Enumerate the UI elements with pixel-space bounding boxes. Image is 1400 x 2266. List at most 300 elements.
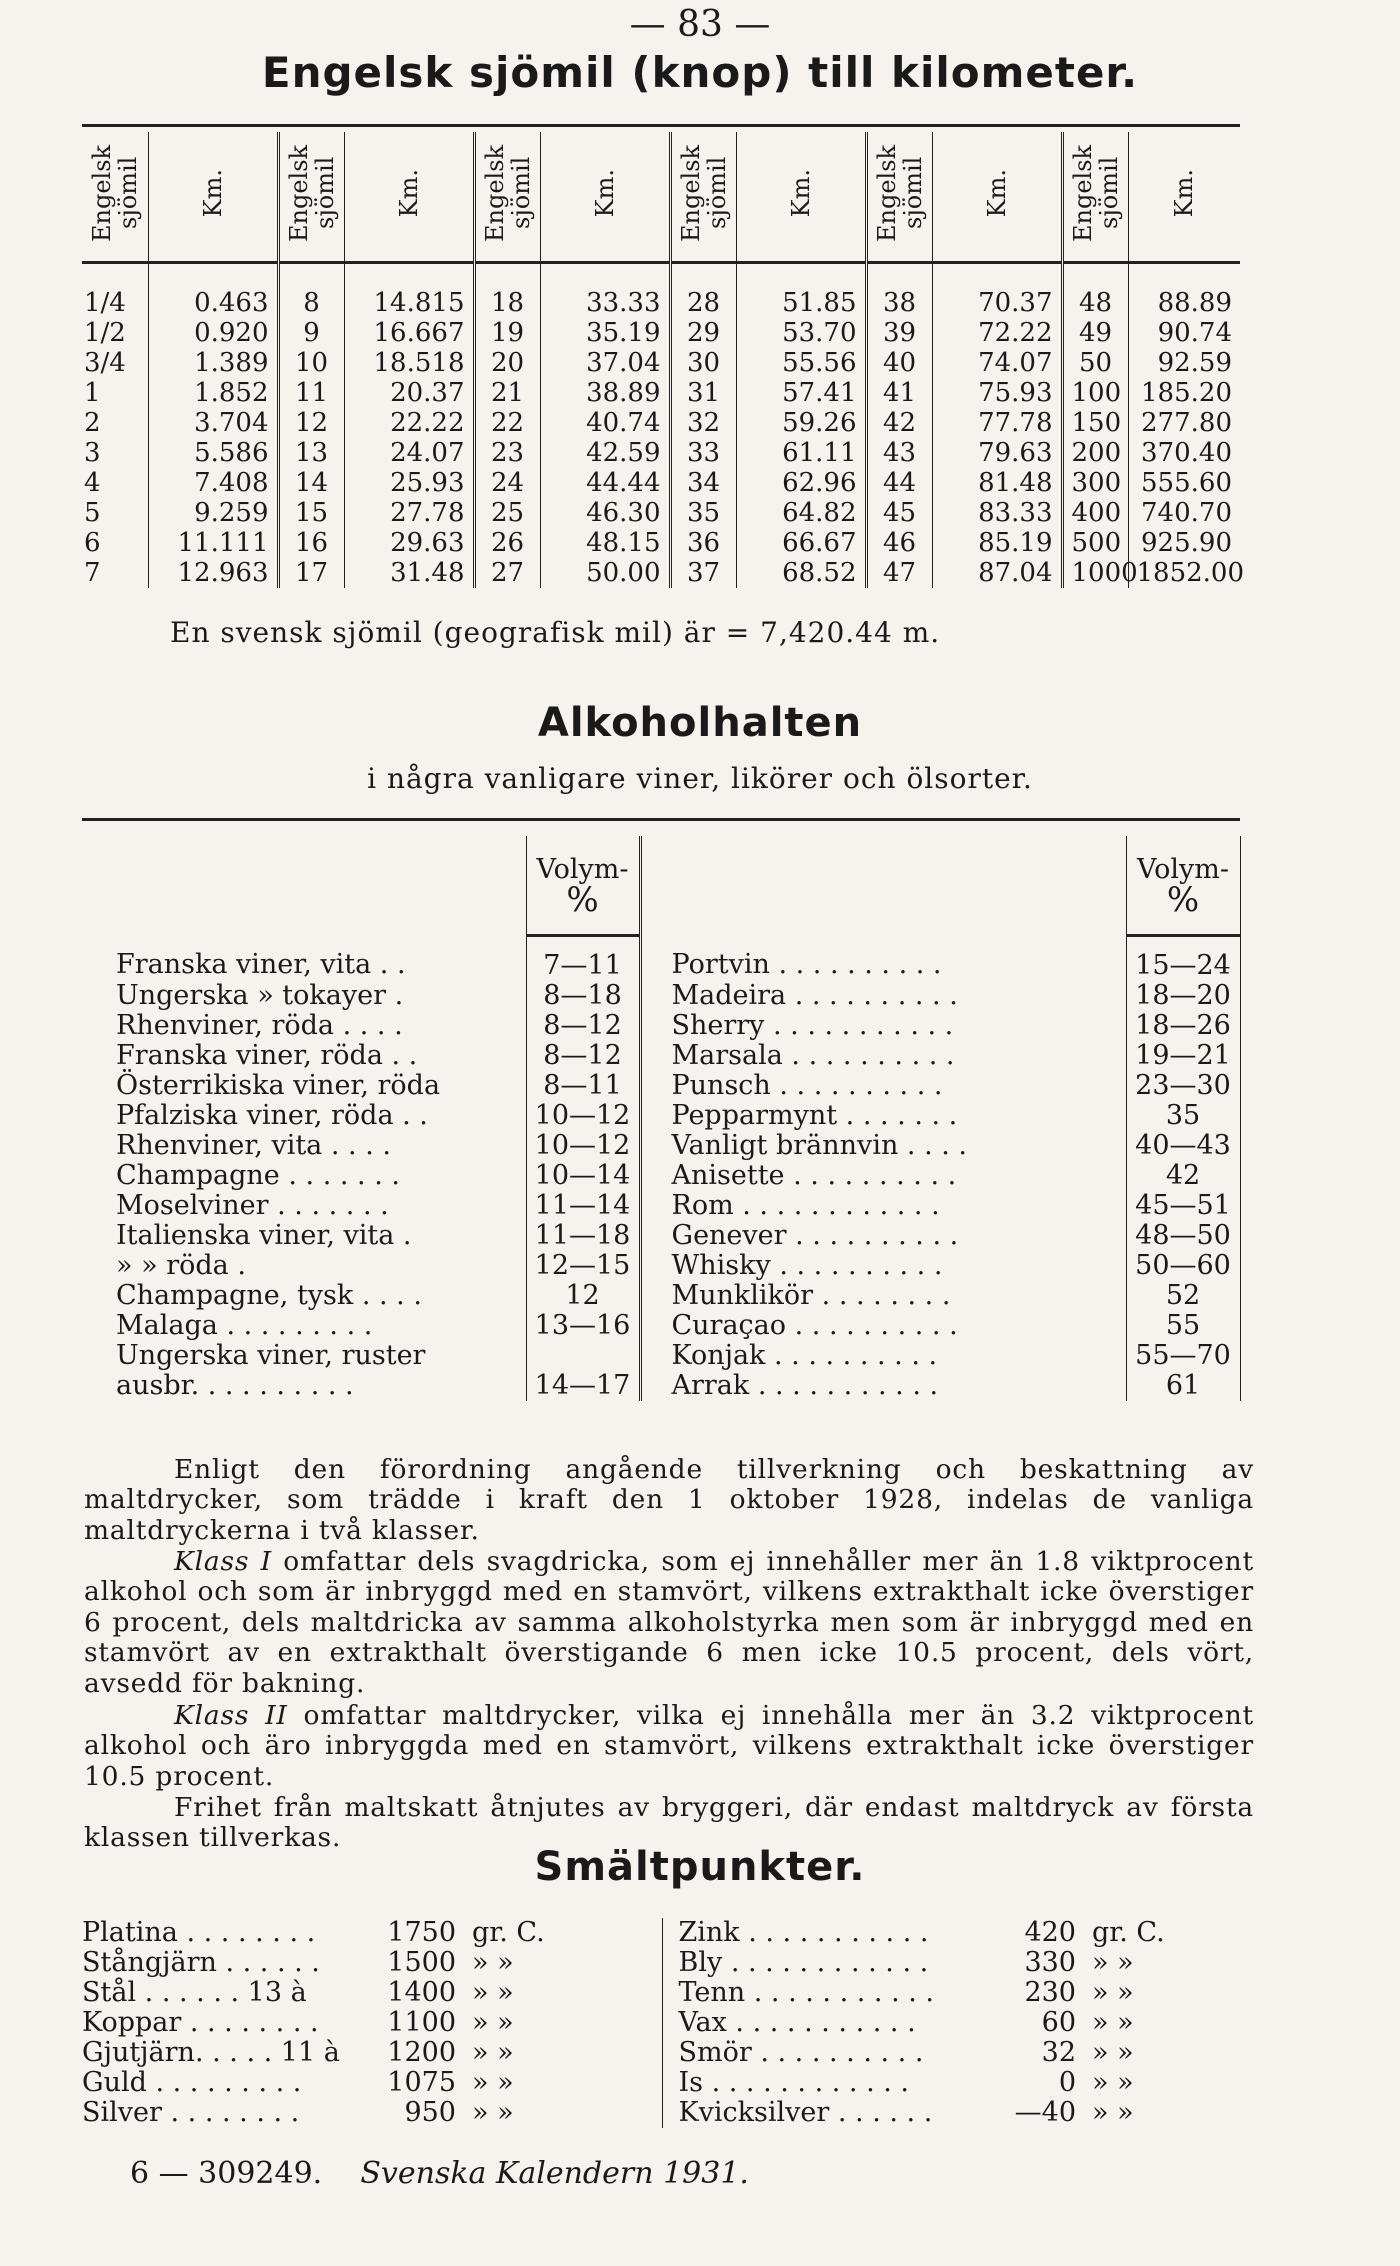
- temperature-left: 1100: [387, 2007, 456, 2038]
- volume-right: 15—24: [1126, 936, 1240, 982]
- header-sea-miles-label: Engelsk sjömil: [676, 144, 731, 242]
- beverage-left: Italienska viner, vita .: [116, 1220, 412, 1251]
- sea-mile-cell: 35: [670, 498, 736, 528]
- volume-right: 48—50: [1126, 1221, 1240, 1251]
- km-cell: 74.07: [932, 348, 1062, 378]
- volume-right: 42: [1126, 1161, 1240, 1191]
- beverage-left: ausbr. . . . . . . . . .: [116, 1370, 354, 1401]
- header-sea-miles-label: Engelsk sjömil: [87, 144, 142, 242]
- header-sea-miles: [278, 132, 344, 263]
- beverage-right: Curaçao . . . . . . . . . .: [640, 1311, 1126, 1341]
- km-cell: 11.111: [148, 528, 278, 558]
- volume-left: 10—12: [526, 1131, 640, 1161]
- temperature-left: 950: [404, 2097, 456, 2128]
- swedish-sea-mile-note: En svensk sjömil (geografisk mil) är = 7,420.44 m.: [170, 616, 941, 649]
- km-cell: 555.60: [1128, 468, 1240, 498]
- km-cell: 57.41: [736, 378, 866, 408]
- class-2-text: omfattar maltdrycker, vilka ej innehålla mer än 3.2 viktprocent alkohol och äro inbryggda med en stamvört, vilkens extrakthalt icke överstiger 10.5 procent.: [84, 1699, 1255, 1792]
- sea-mile-cell: 1/2: [84, 318, 126, 348]
- sea-mile-cell: 1: [84, 378, 101, 408]
- alcohol-row: [86, 1041, 1240, 1071]
- header-km: [540, 132, 670, 263]
- km-cell: 22.22: [344, 408, 474, 438]
- km-cell: 61.11: [736, 438, 866, 468]
- beverage-right: Punsch . . . . . . . . . .: [640, 1071, 1126, 1101]
- beverage-right: Pepparmynt . . . . . . .: [640, 1101, 1126, 1131]
- alcohol-row: [86, 1221, 1240, 1251]
- sea-mile-cell: 30: [670, 348, 736, 378]
- alcohol-header-blank-right: [640, 836, 1126, 936]
- header-km: [932, 132, 1062, 263]
- alcohol-row: [86, 1191, 1240, 1221]
- km-cell: 40.74: [540, 408, 670, 438]
- alcohol-row: [86, 1281, 1240, 1311]
- unit-left: » »: [472, 2007, 514, 2038]
- unit-right: » »: [1092, 2097, 1134, 2128]
- sea-mile-cell: 43: [866, 438, 932, 468]
- km-cell: 62.96: [736, 468, 866, 498]
- volume-left: 12: [526, 1281, 640, 1311]
- km-cell: 1.852: [148, 378, 278, 408]
- km-cell: 46.30: [540, 498, 670, 528]
- km-cell: 51.85: [736, 263, 866, 319]
- temperature-left: 1400: [387, 1977, 456, 2008]
- substance-left: Guld . . . . . . . . .: [82, 2067, 302, 2098]
- alcohol-table-title: Alkoholhalten: [537, 700, 863, 746]
- km-cell: 90.74: [1128, 318, 1240, 348]
- km-cell: 55.56: [736, 348, 866, 378]
- beverage-right: Rom . . . . . . . . . . . .: [640, 1191, 1126, 1221]
- beverage-right: Munklikör . . . . . . . .: [640, 1281, 1126, 1311]
- header-sea-miles-label: Engelsk sjömil: [284, 144, 339, 242]
- km-cell: 31.48: [344, 558, 474, 588]
- melting-row: [82, 2068, 1262, 2098]
- alcohol-header-volume-left: [526, 836, 640, 936]
- header-sea-miles: [474, 132, 540, 263]
- sea-mile-cell: 19: [474, 318, 540, 348]
- beverage-left: Pfalziska viner, röda . .: [116, 1100, 428, 1131]
- unit-left: » »: [472, 2037, 514, 2068]
- nautical-row: [82, 498, 1240, 528]
- class-1-text: omfattar dels svagdricka, som ej innehåller mer än 1.8 viktprocent alkohol och som är inbryggd med en stamvört, vilkens extrakthalt icke överstiger 6 procent, dels maltdricka av samma alkoholstyrka men som är inbryggd med en stamvört av en extrakthalt överstigande 6 men icke 10.5 procent, dels vört, avsedd för bakning.: [84, 1545, 1254, 1699]
- km-cell: 3.704: [148, 408, 278, 438]
- sea-mile-cell: 50: [1062, 348, 1128, 378]
- volume-left: 8—11: [526, 1071, 640, 1101]
- km-cell: 29.63: [344, 528, 474, 558]
- volume-left: 7—11: [526, 936, 640, 982]
- sea-mile-cell: 13: [278, 438, 344, 468]
- volume-right: 45—51: [1126, 1191, 1240, 1221]
- substance-right: Bly . . . . . . . . . . . .: [662, 1948, 992, 1978]
- nautical-conversion-table: [82, 132, 1245, 588]
- print-code: 6 — 309249.: [130, 2156, 323, 2191]
- km-cell: 35.19: [540, 318, 670, 348]
- alcohol-row: [86, 1011, 1240, 1041]
- temperature-right: —40: [1014, 2097, 1076, 2128]
- sea-mile-cell: 10: [278, 348, 344, 378]
- header-sea-miles: [82, 132, 148, 263]
- substance-right: Smör . . . . . . . . . .: [662, 2038, 992, 2068]
- unit-left: » »: [472, 1977, 514, 2008]
- beverage-left: » » röda .: [116, 1250, 246, 1281]
- km-cell: 925.90: [1128, 528, 1240, 558]
- melting-row: [82, 2098, 1262, 2128]
- sea-mile-cell: 9: [278, 318, 344, 348]
- beverage-left: Champagne, tysk . . . .: [116, 1280, 422, 1311]
- km-cell: 88.89: [1128, 263, 1240, 319]
- sea-mile-cell: 6: [84, 528, 101, 558]
- volume-right: 18—20: [1126, 981, 1240, 1011]
- km-cell: 44.44: [540, 468, 670, 498]
- unit-left: » »: [472, 1947, 514, 1978]
- sea-mile-cell: 1/4: [84, 288, 126, 318]
- beverage-right: Whisky . . . . . . . . . .: [640, 1251, 1126, 1281]
- temperature-left: 1500: [387, 1947, 456, 1978]
- alcohol-header-volume-right: [1126, 836, 1240, 936]
- beverage-right: Genever . . . . . . . . . .: [640, 1221, 1126, 1251]
- alcohol-header-row: [86, 836, 1240, 936]
- sea-mile-cell: 32: [670, 408, 736, 438]
- km-cell: 27.78: [344, 498, 474, 528]
- km-cell: 79.63: [932, 438, 1062, 468]
- header-sea-miles-label: Engelsk sjömil: [480, 144, 535, 242]
- sea-mile-cell: 28: [670, 263, 736, 319]
- sea-mile-cell: 25: [474, 498, 540, 528]
- km-cell: 81.48: [932, 468, 1062, 498]
- header-km-label: Km.: [786, 168, 815, 218]
- km-cell: 277.80: [1128, 408, 1240, 438]
- km-cell: 77.78: [932, 408, 1062, 438]
- volume-left: [526, 1341, 640, 1371]
- km-cell: 37.04: [540, 348, 670, 378]
- unit-left: » »: [472, 2097, 514, 2128]
- sea-mile-cell: 18: [474, 263, 540, 319]
- nautical-header-row: [82, 132, 1240, 263]
- km-cell: 16.667: [344, 318, 474, 348]
- unit-left: » »: [472, 2067, 514, 2098]
- beverage-left: Franska viner, vita . .: [116, 948, 406, 980]
- sea-mile-cell: 34: [670, 468, 736, 498]
- header-km: [736, 132, 866, 263]
- substance-left: Gjutjärn. . . . . 11 à: [82, 2037, 340, 2068]
- km-cell: 70.37: [932, 263, 1062, 319]
- km-cell: 72.22: [932, 318, 1062, 348]
- sea-mile-cell: 8: [278, 263, 344, 319]
- substance-left: Koppar . . . . . . . .: [82, 2007, 319, 2038]
- volume-left: 10—14: [526, 1161, 640, 1191]
- alcohol-row: [86, 1131, 1240, 1161]
- km-cell: 85.19: [932, 528, 1062, 558]
- top-rule: [82, 124, 1240, 127]
- beverage-right: Madeira . . . . . . . . . .: [640, 981, 1126, 1011]
- sea-mile-cell: 26: [474, 528, 540, 558]
- sea-mile-cell: 36: [670, 528, 736, 558]
- km-cell: 38.89: [540, 378, 670, 408]
- alcohol-row: [86, 1341, 1240, 1371]
- class-2-label: Klass II: [174, 1699, 288, 1731]
- header-km-label: Km.: [394, 168, 423, 218]
- header-km-label: Km.: [1170, 168, 1199, 218]
- alcohol-top-rule: [82, 818, 1240, 821]
- substance-left: Stångjärn . . . . . .: [82, 1947, 320, 1978]
- km-cell: 75.93: [932, 378, 1062, 408]
- beverage-left: Österrikiska viner, röda: [116, 1070, 441, 1101]
- beverage-right: Konjak . . . . . . . . . .: [640, 1341, 1126, 1371]
- alcohol-row: [86, 981, 1240, 1011]
- km-cell: 92.59: [1128, 348, 1240, 378]
- sea-mile-cell: 17: [278, 558, 344, 588]
- header-sea-miles-label: Engelsk sjömil: [1068, 144, 1123, 242]
- sea-mile-cell: 14: [278, 468, 344, 498]
- sea-mile-cell: 42: [866, 408, 932, 438]
- nautical-row: [82, 263, 1240, 319]
- sea-mile-cell: 24: [474, 468, 540, 498]
- sea-mile-cell: 27: [474, 558, 540, 588]
- temperature-right: 0: [1058, 2067, 1076, 2098]
- beverage-left: Rhenviner, vita . . . .: [116, 1130, 391, 1161]
- malt-paragraph-class-2: [84, 1701, 1254, 1793]
- temperature-right: 330: [1024, 1947, 1076, 1978]
- volume-right: 50—60: [1126, 1251, 1240, 1281]
- km-cell: 1852.00: [1128, 558, 1240, 588]
- header-sea-miles: [670, 132, 736, 263]
- volume-right: 23—30: [1126, 1071, 1240, 1101]
- nautical-row: [82, 468, 1240, 498]
- km-cell: 20.37: [344, 378, 474, 408]
- km-cell: 64.82: [736, 498, 866, 528]
- sea-mile-cell: 33: [670, 438, 736, 468]
- volume-right: 35: [1126, 1101, 1240, 1131]
- beverage-left: Champagne . . . . . . .: [116, 1160, 400, 1191]
- sea-mile-cell: 46: [866, 528, 932, 558]
- km-cell: 370.40: [1128, 438, 1240, 468]
- sea-mile-cell: 15: [278, 498, 344, 528]
- melting-row: [82, 2008, 1262, 2038]
- km-cell: 83.33: [932, 498, 1062, 528]
- km-cell: 14.815: [344, 263, 474, 319]
- beverage-left: Ungerska viner, ruster: [116, 1340, 426, 1371]
- km-cell: 7.408: [148, 468, 278, 498]
- publication-name: Svenska Kalendern 1931.: [360, 2156, 749, 2191]
- sea-mile-cell: 29: [670, 318, 736, 348]
- nautical-row: [82, 318, 1240, 348]
- beverage-right: Portvin . . . . . . . . . .: [640, 936, 1126, 982]
- volume-right: 55—70: [1126, 1341, 1240, 1371]
- volume-left: 10—12: [526, 1101, 640, 1131]
- beverage-left: Rhenviner, röda . . . .: [116, 1010, 403, 1041]
- km-cell: 66.67: [736, 528, 866, 558]
- sea-mile-cell: 48: [1062, 263, 1128, 319]
- malt-paragraph-intro: Enligt den förordning angående tillverkning och beskattning av maltdrycker, som trädde i kraft den 1 oktober 1928, indelas de vanliga maltdryckerna i två klasser.: [84, 1453, 1254, 1546]
- substance-right: Kvicksilver . . . . . .: [662, 2098, 992, 2128]
- sea-mile-cell: 39: [866, 318, 932, 348]
- unit-right: » »: [1092, 1977, 1134, 2008]
- volume-header-unit: %: [1166, 880, 1200, 920]
- volume-left: 11—18: [526, 1221, 640, 1251]
- nautical-row: [82, 528, 1240, 558]
- sea-mile-cell: 11: [278, 378, 344, 408]
- km-cell: 53.70: [736, 318, 866, 348]
- header-sea-miles: [866, 132, 932, 263]
- nautical-row: [82, 438, 1240, 468]
- sea-mile-cell: 41: [866, 378, 932, 408]
- unit-right: » »: [1092, 2067, 1134, 2098]
- km-cell: 68.52: [736, 558, 866, 588]
- volume-left: 14—17: [526, 1371, 640, 1401]
- volume-right: 52: [1126, 1281, 1240, 1311]
- unit-right: » »: [1092, 2007, 1134, 2038]
- volume-left: 11—14: [526, 1191, 640, 1221]
- nautical-row: [82, 348, 1240, 378]
- km-cell: 9.259: [148, 498, 278, 528]
- alcohol-table-subtitle: i några vanligare viner, likörer och ölsorter.: [367, 762, 1033, 795]
- class-1-label: Klass I: [174, 1545, 272, 1577]
- substance-left: Silver . . . . . . . .: [82, 2097, 300, 2128]
- km-cell: 0.920: [148, 318, 278, 348]
- km-cell: 1.389: [148, 348, 278, 378]
- sea-mile-cell: 500: [1062, 528, 1128, 558]
- alcohol-row: [86, 936, 1240, 982]
- km-cell: 25.93: [344, 468, 474, 498]
- alcohol-row: [86, 1101, 1240, 1131]
- alcohol-row: [86, 1251, 1240, 1281]
- melting-points-title: Smältpunkter.: [534, 1844, 866, 1890]
- malt-paragraph-class-1: [84, 1547, 1254, 1700]
- volume-right: 55: [1126, 1311, 1240, 1341]
- volume-right: 61: [1126, 1371, 1240, 1401]
- volume-header-word: Volym-: [1137, 854, 1229, 885]
- temperature-left: 1075: [387, 2067, 456, 2098]
- alcohol-row: [86, 1071, 1240, 1101]
- header-km-label: Km.: [590, 168, 619, 218]
- sea-mile-cell: 22: [474, 408, 540, 438]
- beverage-right: Vanligt brännvin . . . .: [640, 1131, 1126, 1161]
- sea-mile-cell: 4: [84, 468, 101, 498]
- volume-right: 40—43: [1126, 1131, 1240, 1161]
- temperature-left: 1750: [387, 1917, 456, 1948]
- sea-mile-cell: 44: [866, 468, 932, 498]
- substance-right: Zink . . . . . . . . . . .: [662, 1918, 992, 1948]
- volume-left: 12—15: [526, 1251, 640, 1281]
- beverage-right: Sherry . . . . . . . . . . .: [640, 1011, 1126, 1041]
- sea-mile-cell: 20: [474, 348, 540, 378]
- malt-paragraph-exemption: Frihet från maltskatt åtnjutes av bryggeri, där endast maltdryck av första klassen tillverkas.: [84, 1791, 1254, 1853]
- header-km: [344, 132, 474, 263]
- volume-left: 8—12: [526, 1041, 640, 1071]
- temperature-right: 60: [1041, 2007, 1076, 2038]
- km-cell: 18.518: [344, 348, 474, 378]
- melting-row: [82, 1918, 1262, 1948]
- alcohol-row: [86, 1371, 1240, 1401]
- km-cell: 740.70: [1128, 498, 1240, 528]
- sea-mile-cell: 5: [84, 498, 101, 528]
- volume-right: 18—26: [1126, 1011, 1240, 1041]
- km-cell: 50.00: [540, 558, 670, 588]
- sea-mile-cell: 300: [1062, 468, 1128, 498]
- beverage-right: Anisette . . . . . . . . . .: [640, 1161, 1126, 1191]
- unit-right: » »: [1092, 1947, 1134, 1978]
- unit-left: gr. C.: [472, 1917, 545, 1948]
- beverage-right: Arrak . . . . . . . . . . .: [640, 1371, 1126, 1401]
- substance-right: Tenn . . . . . . . . . . .: [662, 1978, 992, 2008]
- header-km-label: Km.: [982, 168, 1011, 218]
- km-cell: 33.33: [540, 263, 670, 319]
- sea-mile-cell: 200: [1062, 438, 1128, 468]
- nautical-row: [82, 408, 1240, 438]
- temperature-left: 1200: [387, 2037, 456, 2068]
- header-sea-miles: [1062, 132, 1128, 263]
- nautical-row: [82, 558, 1240, 588]
- header-km-label: Km.: [198, 168, 227, 218]
- temperature-right: 230: [1024, 1977, 1076, 2008]
- sea-mile-cell: 400: [1062, 498, 1128, 528]
- nautical-table-title: Engelsk sjömil (knop) till kilometer.: [261, 48, 1139, 97]
- sea-mile-cell: 16: [278, 528, 344, 558]
- sea-mile-cell: 21: [474, 378, 540, 408]
- sea-mile-cell: 37: [670, 558, 736, 588]
- beverage-left: Franska viner, röda . .: [116, 1040, 418, 1071]
- temperature-right: 32: [1041, 2037, 1076, 2068]
- sea-mile-cell: 40: [866, 348, 932, 378]
- alcohol-content-table: [86, 836, 1241, 1401]
- volume-left: 8—12: [526, 1011, 640, 1041]
- sea-mile-cell: 150: [1062, 408, 1128, 438]
- melting-row: [82, 2038, 1262, 2068]
- volume-left: 8—18: [526, 981, 640, 1011]
- sea-mile-cell: 100: [1062, 378, 1128, 408]
- km-cell: 185.20: [1128, 378, 1240, 408]
- sea-mile-cell: 2: [84, 408, 101, 438]
- substance-left: Platina . . . . . . . .: [82, 1917, 316, 1948]
- alcohol-row: [86, 1161, 1240, 1191]
- unit-right: gr. C.: [1092, 1917, 1165, 1948]
- temperature-right: 420: [1024, 1917, 1076, 1948]
- km-cell: 5.586: [148, 438, 278, 468]
- volume-right: 19—21: [1126, 1041, 1240, 1071]
- alcohol-row: [86, 1311, 1240, 1341]
- km-cell: 48.15: [540, 528, 670, 558]
- sea-mile-cell: 23: [474, 438, 540, 468]
- substance-left: Stål . . . . . . 13 à: [82, 1977, 307, 2008]
- sea-mile-cell: 1000: [1062, 558, 1128, 588]
- substance-right: Is . . . . . . . . . . . .: [662, 2068, 992, 2098]
- melting-row: [82, 1978, 1262, 2008]
- sea-mile-cell: 49: [1062, 318, 1128, 348]
- km-cell: 59.26: [736, 408, 866, 438]
- alcohol-header-blank-left: [86, 836, 526, 936]
- melting-points-table: [82, 1918, 1262, 2128]
- beverage-left: Malaga . . . . . . . . .: [116, 1310, 373, 1341]
- sea-mile-cell: 38: [866, 263, 932, 319]
- page-footer: [130, 2156, 749, 2191]
- header-sea-miles-label: Engelsk sjömil: [872, 144, 927, 242]
- km-cell: 24.07: [344, 438, 474, 468]
- unit-right: » »: [1092, 2037, 1134, 2068]
- beverage-left: Ungerska » tokayer .: [116, 980, 404, 1011]
- km-cell: 87.04: [932, 558, 1062, 588]
- nautical-row: [82, 378, 1240, 408]
- sea-mile-cell: 45: [866, 498, 932, 528]
- km-cell: 12.963: [148, 558, 278, 588]
- header-km: [148, 132, 278, 263]
- sea-mile-cell: 7: [84, 558, 101, 588]
- header-km: [1128, 132, 1240, 263]
- melting-row: [82, 1948, 1262, 1978]
- sea-mile-cell: 3/4: [84, 348, 126, 378]
- beverage-right: Marsala . . . . . . . . . .: [640, 1041, 1126, 1071]
- volume-left: 13—16: [526, 1311, 640, 1341]
- volume-header-word: Volym-: [536, 854, 629, 885]
